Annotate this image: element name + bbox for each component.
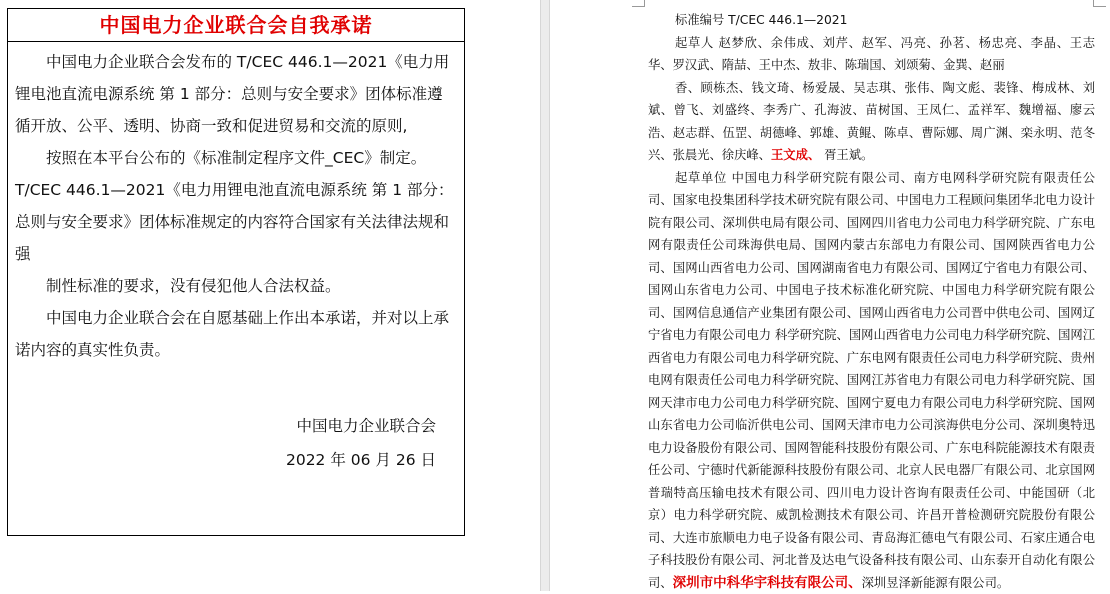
commitment-box	[7, 8, 465, 536]
drafting-units-paragraph	[648, 167, 1095, 594]
commitment-paragraph-1: 中国电力企业联合会发布的 T/CEC 446.1—2021《电力用锂电池直流电源系统 第 1 部分：总则与安全要求》团体标准遵循开放、公平、透明、协商一致和促进贸易和交流的原则,	[15, 46, 456, 142]
drafting-units-c: 深圳昱泽新能源有限公司。	[862, 576, 1010, 590]
signature-block	[286, 409, 436, 477]
commitment-paragraph-4: 制性标准的要求，没有侵犯他人合法权益。	[15, 270, 456, 302]
commitment-body	[8, 42, 464, 366]
drafters-list-c: 胥王斌。	[820, 148, 873, 162]
drafters-paragraph	[648, 32, 1095, 77]
commitment-paragraph-2: 按照在本平台公布的《标准制定程序文件_CEC》制定。	[15, 142, 456, 174]
left-document-page	[0, 0, 540, 591]
right-document-page	[648, 9, 1095, 594]
standard-number: 标准编号 T/CEC 446.1—2021	[648, 9, 1095, 32]
drafter-highlight: 王文成、	[771, 148, 820, 162]
page-corner-mark-left	[632, 0, 645, 7]
commitment-title: 中国电力企业联合会自我承诺	[8, 9, 464, 42]
drafters-continued	[648, 77, 1095, 167]
drafting-units-a: 起草单位 中国电力科学研究院有限公司、南方电网科学研究院有限责任公司、国家电投集团科学技术研究院有限公司、中国电力工程顾问集团华北电力设计院有限公司、深圳供电局有限公司、国网四川省电力公司电力科学研究院、广东电网有限责任公司珠海供电局、国网内蒙古东部电力有限公司、国网陕西省电力公司、国网山西省电力公司、国网湖南省电力有限公司、国网辽宁省电力有限公司、国网山东省电力公司、中国电子技术标准化研究院、中国电力科学研究院有限公司、国网信息通信产业集团有限公司、国网山西省电力公司晋中供电公司、国网辽宁省电力有限公司电力 科学研究院、国网山西省电力公司电力科学研究院、国网江西省电力有限公司电力科学研究院、广东电网有限责任公司电力科学研究院、贵州电网有限责任公司电力科学研究院、国网江苏省电力有限公司电力科学研究院、国网天津市电力公司电力科学研究院、国网宁夏电力有限公司电力科学研究院、国网山东省电力公司临沂供电公司、国网天津市电力公司滨海供电分公司、深圳奥特迅电力设备股份有限公司、国网智能科技股份有限公司、广东电科院能源技术有限责任公司、宁德时代新能源科技股份有限公司、北京人民电器厂有限公司、北京国网普瑞特高压输电技术有限公司、四川电力设计咨询有限责任公司、中能国研（北京）电力科学研究院、威凯检测技术有限公司、许昌开普检测研究院股份有限公司、大连市旅顺电力电子设备有限公司、青岛海汇德电气有限公司、石家庄通合电子科技股份有限公司、河北普及达电气设备科技有限公司、山东泰开自动化有限公司、	[648, 171, 1095, 590]
signature-date: 2022 年 06 月 26 日	[286, 443, 436, 477]
drafting-unit-highlight: 深圳市中科华宇科技有限公司、	[673, 575, 862, 591]
commitment-paragraph-5: 中国电力企业联合会在自愿基础上作出本承诺，并对以上承诺内容的真实性负责。	[15, 302, 456, 366]
drafters-list-b: 香、顾栋杰、钱文琦、杨爱晟、吴志琪、张伟、陶文彪、裴锋、梅成林、刘斌、曾飞、刘盛终、李秀广、孔海波、苗树国、王凤仁、孟祥军、魏增福、廖云浩、赵志群、伍罡、胡德峰、郭雄、黄鲲、陈卓、曹际娜、周广渊、栾永明、范冬兴、张晨光、徐庆峰、	[648, 81, 1095, 163]
page-gutter	[540, 0, 550, 591]
commitment-paragraph-3: T/CEC 446.1—2021《电力用锂电池直流电源系统 第 1 部分：总则与安全要求》团体标准规定的内容符合国家有关法律法规和强	[15, 174, 456, 270]
drafters-list-a: 起草人 赵梦欣、余伟成、刘芹、赵军、冯亮、孙茗、杨忠亮、李晶、王志华、罗汉武、隋喆、王中杰、敖非、陈瑞国、刘颂菊、金巽、赵丽	[648, 36, 1095, 73]
signature-organization: 中国电力企业联合会	[286, 409, 436, 443]
page-corner-mark-right	[1093, 0, 1106, 7]
